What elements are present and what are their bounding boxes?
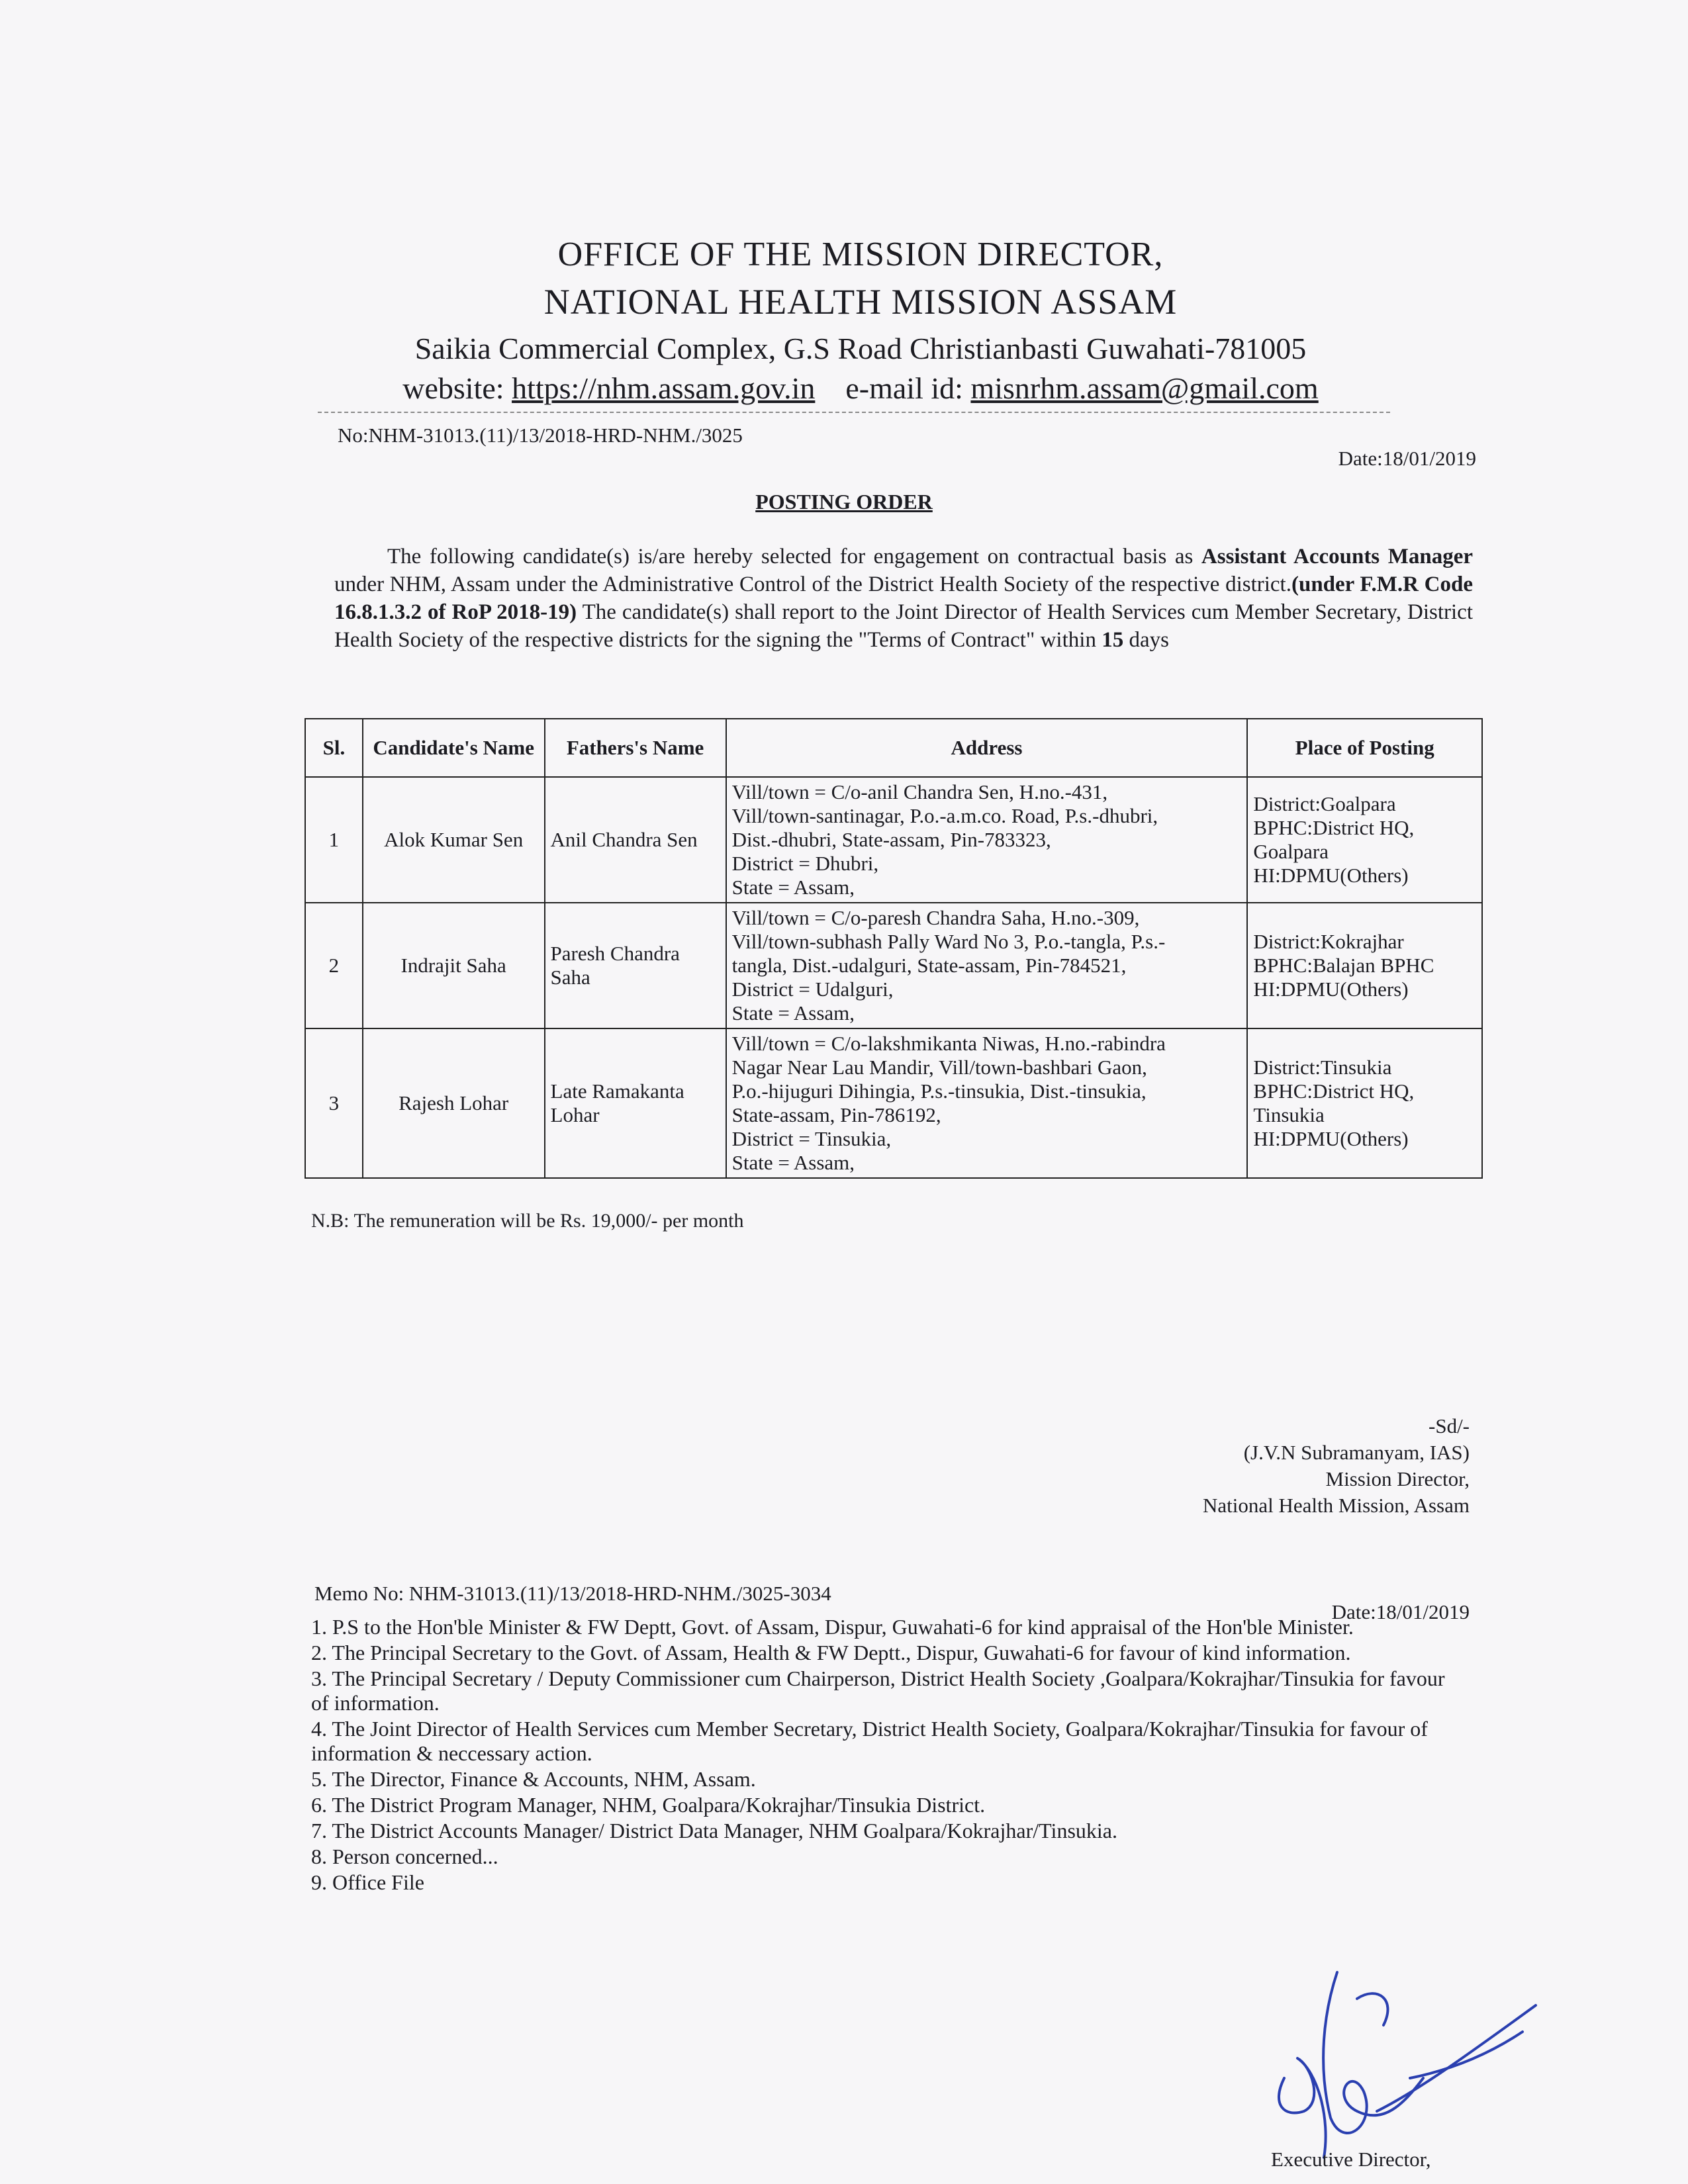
email-link[interactable]: misnrhm.assam@gmail.com (970, 371, 1319, 405)
executive-director-label: Executive Director, (1271, 2148, 1431, 2171)
place-line: District:Goalpara (1253, 792, 1396, 815)
paragraph-text: days (1123, 628, 1169, 652)
sd-mark: -Sd/- (1429, 1414, 1470, 1437)
address-line: Vill/town-subhash Pally Ward No 3, P.o.-tangla, P.s.- (731, 930, 1166, 953)
list-item: 6. The District Program Manager, NHM, Goalpara/Kokrajhar/Tinsukia District. (311, 1793, 986, 1817)
header-address: Address (726, 719, 1248, 777)
address-line: Nagar Near Lau Mandir, Vill/town-bashbari Gaon, (731, 1056, 1147, 1079)
days-count: 15 (1102, 628, 1124, 652)
list-item: 2. The Principal Secretary to the Govt. of Assam, Health & FW Deptt., Dispur, Guwahati-6 for favour of kind information. (311, 1641, 1351, 1664)
row-sl: 3 (305, 1028, 363, 1178)
signatory-designation: Mission Director, (1325, 1467, 1470, 1490)
address-line: Vill/town = C/o-anil Chandra Sen, H.no.-431, (731, 780, 1108, 803)
list-item: 7. The District Accounts Manager/ District Data Manager, NHM Goalpara/Kokrajhar/Tinsukia. (311, 1819, 1117, 1843)
place-line: Goalpara (1253, 840, 1329, 863)
list-item: 1. P.S to the Hon'ble Minister & FW Deptt, Govt. of Assam, Dispur, Guwahati-6 for kind appraisal of the Hon'ble Minister. (311, 1615, 1354, 1639)
list-item: 5. The Director, Finance & Accounts, NHM, Assam. (311, 1767, 756, 1791)
address-line: District = Dhubri, (731, 852, 879, 875)
place-cell (1247, 777, 1482, 903)
place-cell (1247, 903, 1482, 1028)
signatory-block (1203, 1413, 1470, 1519)
post-title: Assistant Accounts Manager (1201, 545, 1473, 569)
fathers-name: Late Ramakanta Lohar (545, 1028, 726, 1178)
office-title: OFFICE OF THE MISSION DIRECTOR, (557, 236, 1164, 273)
address-line: Vill/town = C/o-lakshmikanta Niwas, H.no.-rabindra (731, 1032, 1166, 1055)
candidate-name: Rajesh Lohar (363, 1028, 545, 1178)
address-line: Vill/town = C/o-paresh Chandra Saha, H.no.-309, (731, 906, 1140, 929)
contact-line (318, 371, 1403, 406)
order-paragraph (334, 543, 1473, 654)
email-label: e-mail id: (845, 371, 963, 405)
list-item: 8. Person concerned... (311, 1844, 498, 1868)
place-line: HI:DPMU(Others) (1253, 1127, 1409, 1150)
reference-date: Date:18/01/2019 (1338, 447, 1476, 470)
signatory-org: National Health Mission, Assam (1203, 1494, 1470, 1517)
place-line: HI:DPMU(Others) (1253, 978, 1409, 1001)
copy-to-list (311, 1615, 1450, 1896)
list-item: 9. Office File (311, 1870, 424, 1894)
address-cell (726, 777, 1248, 903)
place-line: District:Tinsukia (1253, 1056, 1392, 1079)
list-item: 3. The Principal Secretary / Deputy Commissioner cum Chairperson, District Health Society ,Goalpara/Kokrajhar/Tinsukia for favour of information. (311, 1666, 1445, 1715)
table-row (305, 903, 1482, 1028)
address-line: State = Assam, (731, 1001, 855, 1024)
address-line: District = Udalguri, (731, 978, 894, 1001)
table-row (305, 777, 1482, 903)
address-line: State-assam, Pin-786192, (731, 1103, 941, 1126)
list-item: 4. The Joint Director of Health Services cum Member Secretary, District Health Society, Goalpara/Kokrajhar/Tinsukia for favour of information & neccessary action. (311, 1717, 1428, 1765)
address-line: tangla, Dist.-udalguri, State-assam, Pin-784521, (731, 954, 1127, 977)
header-sl: Sl. (305, 719, 363, 777)
paragraph-text: under NHM, Assam under the Administrative Control of the District Health Society of the respective district. (334, 572, 1291, 596)
header-divider (318, 412, 1390, 413)
address-line: Dist.-dhubri, State-assam, Pin-783323, (731, 828, 1051, 851)
place-line: BPHC:Balajan BPHC (1253, 954, 1434, 977)
candidate-name: Alok Kumar Sen (363, 777, 545, 903)
website-link[interactable]: https://nhm.assam.gov.in (512, 371, 816, 405)
place-line: BPHC:District HQ, (1253, 1079, 1415, 1103)
address-line: State = Assam, (731, 1151, 855, 1174)
place-line: District:Kokrajhar (1253, 930, 1404, 953)
office-address: Saikia Commercial Complex, G.S Road Christianbasti Guwahati-781005 (414, 332, 1307, 365)
mission-title: NATIONAL HEALTH MISSION ASSAM (543, 282, 1178, 322)
address-line: District = Tinsukia, (731, 1127, 892, 1150)
place-line: Tinsukia (1253, 1103, 1325, 1126)
fmr-code: (under F.M.R Code 16.8.1.3.2 of RoP 2018-19) (334, 572, 1473, 624)
place-line: BPHC:District HQ, (1253, 816, 1415, 839)
address-line: Vill/town-santinagar, P.o.-a.m.co. Road, P.s.-dhubri, (731, 804, 1158, 827)
posting-table (305, 718, 1483, 1179)
reference-number: No:NHM-31013.(11)/13/2018-HRD-NHM./3025 (338, 424, 743, 447)
paragraph-text: The following candidate(s) is/are hereby selected for engagement on contractual basis as (387, 545, 1201, 569)
signatory-name: (J.V.N Subramanyam, IAS) (1243, 1441, 1470, 1464)
paragraph-text: The candidate(s) shall report to the Joint Director of Health Services cum Member Secretary, District Health Society of the respective districts for the signing the "Terms of Contract" within (334, 600, 1474, 652)
row-sl: 1 (305, 777, 363, 903)
fathers-name: Paresh Chandra Saha (545, 903, 726, 1028)
address-line: State = Assam, (731, 876, 855, 899)
remuneration-note: N.B: The remuneration will be Rs. 19,000/- per month (311, 1210, 744, 1232)
document-title: POSTING ORDER (755, 490, 933, 514)
table-header-row (305, 719, 1482, 777)
handwritten-signature (1244, 1959, 1549, 2171)
address-cell (726, 903, 1248, 1028)
header-fathers-name: Fathers's Name (545, 719, 726, 777)
header-place-of-posting: Place of Posting (1247, 719, 1482, 777)
website-label: website: (402, 371, 504, 405)
row-sl: 2 (305, 903, 363, 1028)
memo-number: Memo No: NHM-31013.(11)/13/2018-HRD-NHM./3025-3034 (314, 1582, 831, 1605)
table-row (305, 1028, 1482, 1178)
address-line: P.o.-hijuguri Dihingia, P.s.-tinsukia, Dist.-tinsukia, (731, 1079, 1147, 1103)
fathers-name: Anil Chandra Sen (545, 777, 726, 903)
place-cell (1247, 1028, 1482, 1178)
place-line: HI:DPMU(Others) (1253, 864, 1409, 887)
candidate-name: Indrajit Saha (363, 903, 545, 1028)
address-cell (726, 1028, 1248, 1178)
memo-date: Date:18/01/2019 (1331, 1600, 1470, 1623)
header-candidate-name: Candidate's Name (363, 719, 545, 777)
